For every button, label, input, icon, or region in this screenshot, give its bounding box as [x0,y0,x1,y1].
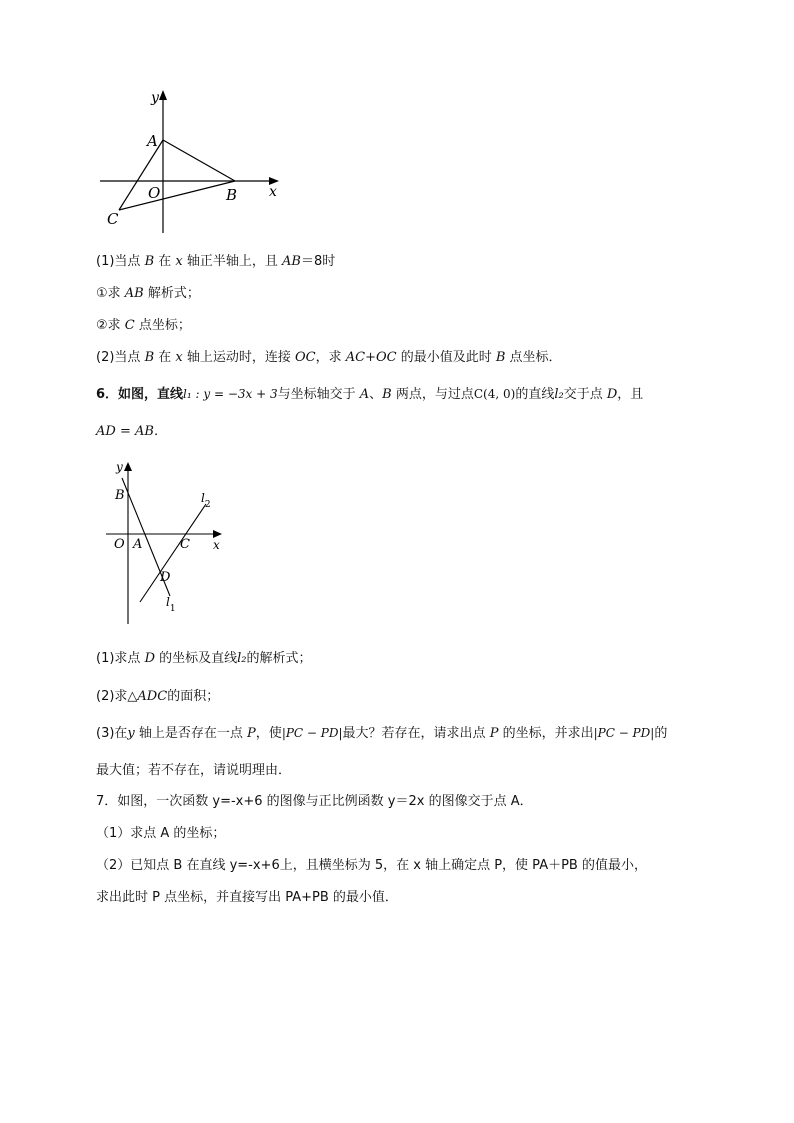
label-o: O [148,184,161,202]
y-axis-arrow [159,90,167,100]
q5-part1: (1)当点 B 在 x 轴正半轴上，且 AB＝8时 [96,254,336,269]
q6-stem-cont: AD = AB． [96,424,167,439]
q6-part3: (3)在y 轴上是否存在一点 P，使|PC − PD|最大？若存在，请求出点 P 的坐标，并求出|PC − PD|的 [96,726,668,741]
label-d: D [160,570,171,585]
label-a: A [147,132,158,150]
q7-part2: （2）已知点 B 在直线 y=-x+6上，且横坐标为 5，在 x 轴上确定点 P，使 PA＋PB 的值最小， [96,858,647,873]
q6-part2: (2)求△ADC的面积； [96,689,220,704]
q7-part1: （1）求点 A 的坐标； [96,826,226,841]
segment-cb [119,181,238,210]
segment-ab [163,140,235,181]
label-l1: $l_1$ [166,595,176,614]
q7-stem: 7．如图，一次函数 y=-x+6 的图像与正比例函数 y＝2x 的图像交于点 A． [96,794,533,809]
label-c: C [107,210,119,228]
q5-sub2: ②求 C 点坐标； [96,318,191,333]
label-x: x [213,538,220,552]
q5-part2: (2)当点 B 在 x 轴上运动时，连接 OC，求 AC+OC 的最小值及此时 B 点坐标． [96,350,562,365]
q6-part3-cont: 最大值；若不存在，请说明理由． [96,763,292,778]
label-c: C [180,537,190,552]
label-l2: $l_2$ [201,491,211,510]
label-y: y [151,90,159,106]
label-b: B [115,488,125,503]
label-o: O [114,537,125,552]
q6-part1: (1)求点 D 的坐标及直线l₂的解析式； [96,651,312,666]
q7-part2-cont: 求出此时 P 点坐标，并直接写出 PA+PB 的最小值． [96,890,398,905]
label-y: y [116,460,123,474]
label-x: x [269,184,277,200]
line-l2 [140,504,206,602]
figure-triangle-abc [95,88,295,238]
q5-sub1: ①求 AB 解析式； [96,286,200,301]
q6-stem: 6．如图，直线l₁ : y = −3x + 3与坐标轴交于 A、B 两点，与过点C(4, 0)的直线l₂交于点 D，且 [96,387,644,402]
y-axis-arrow [124,462,132,471]
figure-lines-l1-l2 [100,456,230,628]
x-axis-arrow [213,530,222,538]
label-a: A [133,537,143,552]
label-b: B [226,186,238,204]
